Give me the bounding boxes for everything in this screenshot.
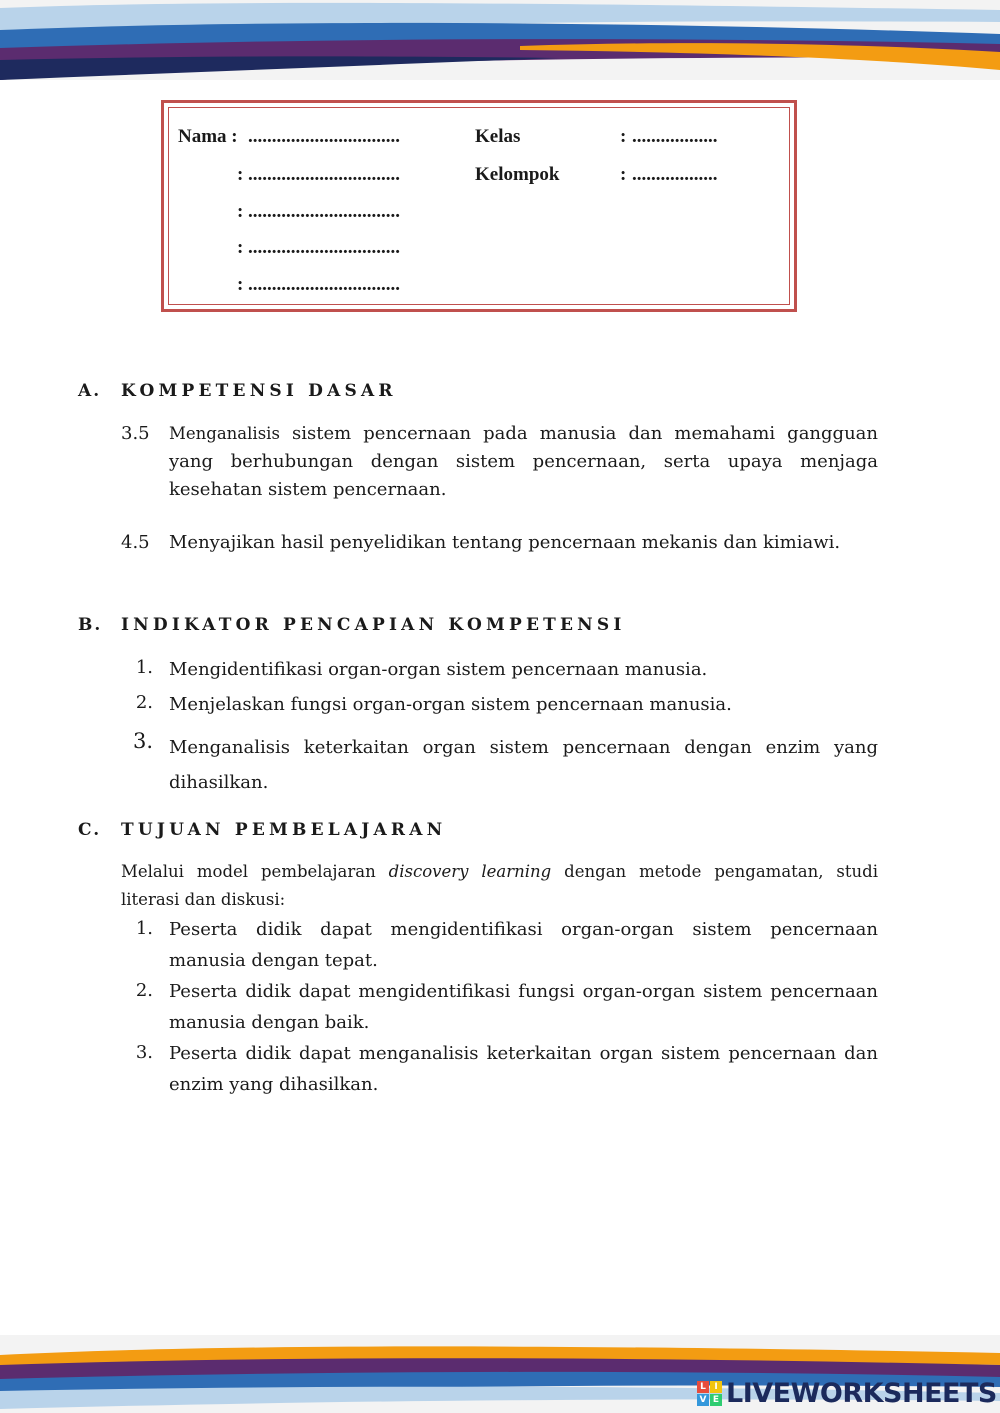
liveworksheets-logo[interactable] [697,1376,997,1410]
tujuan-intro-after: dengan metode pengamatan, studi literasi dan diskusi: [121,862,878,909]
nama-field-1[interactable]: ................................ [248,126,400,147]
tujuan-number-2: 2. [135,980,153,1001]
member-colon-4: : [237,237,244,258]
logo-badge-icon [697,1381,722,1406]
indikator-number-3: 3. [132,729,153,753]
kd-number-2: 4.5 [121,532,150,553]
nama-field-4[interactable]: ................................ [248,237,400,258]
nama-field-2[interactable]: ................................ [248,164,400,185]
nama-field-3[interactable]: ................................ [248,201,400,222]
kelas-label: Kelas [475,126,521,147]
tujuan-intro [121,858,878,914]
kelas-field[interactable]: .................. [632,126,718,147]
indikator-text-3: Menganalisis keterkaitan organ sistem pencernaan dengan enzim yang dihasilkan. [169,737,878,793]
kd-text-1-first-word: Menganalisis [169,424,280,443]
indikator-number-1: 1. [135,657,153,678]
kd-text-1 [169,420,878,504]
indikator-text-2: Menjelaskan fungsi organ-organ sistem pencernaan manusia. [169,694,732,715]
member-colon-2: : [237,164,244,185]
section-a-letter: A. [78,381,102,401]
kelas-colon: : [620,126,627,147]
section-b-letter: B. [78,615,103,635]
logo-badge-letter: I [710,1381,722,1393]
header-decorative-band [0,0,1000,90]
section-b-title: INDIKATOR PENCAPIAN KOMPETENSI [121,615,626,635]
member-colon-5: : [237,274,244,295]
kd-number-1: 3.5 [121,423,150,444]
logo-badge-letter: V [697,1394,709,1406]
tujuan-intro-before: Melalui model pembelajaran [121,862,376,881]
indikator-number-2: 2. [135,692,153,713]
section-c-title: TUJUAN PEMBELAJARAN [121,820,447,840]
logo-text: LIVEWORKSHEETS [726,1377,997,1409]
tujuan-intro-italic: discovery learning [388,862,552,881]
kd-text-2: Menyajikan hasil penyelidikan tentang pencernaan mekanis dan kimiawi. [169,532,841,553]
section-a-title: KOMPETENSI DASAR [121,381,397,401]
tujuan-text-2: Peserta didik dapat mengidentifikasi fungsi organ-organ sistem pencernaan manusia dengan baik. [169,981,878,1033]
kelompok-colon: : [620,164,627,185]
kelompok-field[interactable]: .................. [632,164,718,185]
nama-label: Nama : [178,126,238,147]
tujuan-text-1: Peserta didik dapat mengidentifikasi organ-organ sistem pencernaan manusia dengan tepat. [169,919,878,971]
tujuan-text-3: Peserta didik dapat menganalisis keterkaitan organ sistem pencernaan dan enzim yang dihasilkan. [169,1043,878,1095]
tujuan-number-3: 3. [135,1042,153,1063]
indikator-text-1: Mengidentifikasi organ-organ sistem pencernaan manusia. [169,659,708,680]
logo-badge-letter: L [697,1381,709,1393]
member-colon-3: : [237,201,244,222]
nama-field-5[interactable]: ................................ [248,274,400,295]
tujuan-number-1: 1. [135,918,153,939]
section-c-letter: C. [78,820,102,840]
kd-text-1-rest: sistem pencernaan pada manusia dan memahami gangguan yang berhubungan dengan sistem pencernaan, serta upaya menjaga kesehatan sistem pencernaan. [169,423,878,500]
kelompok-label: Kelompok [475,164,560,185]
logo-badge-letter: E [710,1394,722,1406]
